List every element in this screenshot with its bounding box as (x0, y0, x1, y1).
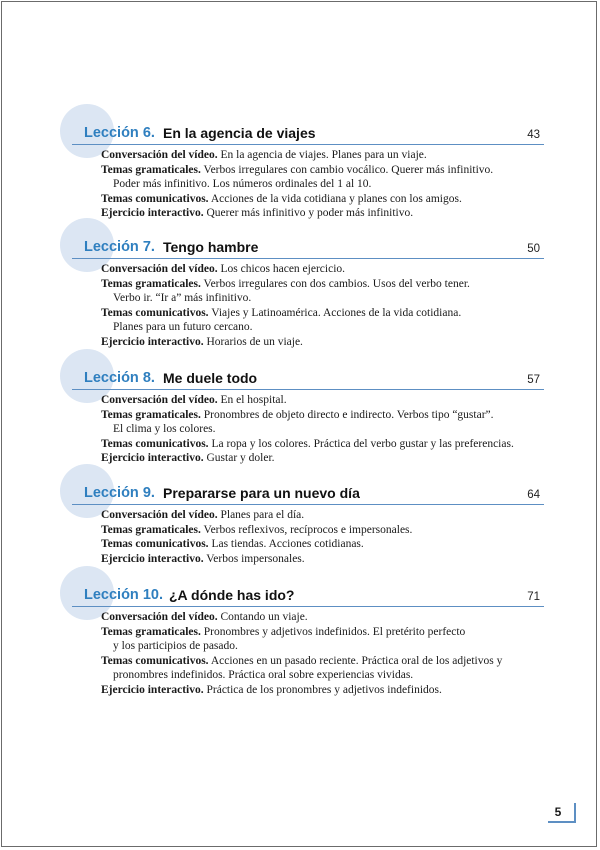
line-grammar: Temas gramaticales. Pronombres de objeto directo e indirecto. Verbos tipo “gustar”. (101, 408, 494, 421)
lesson-page: 50 (527, 243, 540, 255)
lesson-page: 64 (527, 489, 540, 501)
lesson-number: Lección 8. (84, 370, 155, 386)
line-video: Conversación del vídeo. Contando un viaje. (101, 611, 308, 623)
line-grammar: Temas gramaticales. Verbos irregulares con cambio vocálico. Querer más infinitivo. (101, 163, 494, 176)
lesson-page: 71 (527, 591, 540, 603)
line-grammar-cont: Poder más infinitivo. Los números ordinales del 1 al 10. (113, 178, 372, 190)
line-grammar: Temas gramaticales. Verbos irregulares con dos cambios. Usos del verbo tener. (101, 277, 470, 290)
lesson-title: En la agencia de viajes (163, 125, 316, 141)
line-communicative: Temas comunicativos. Las tiendas. Acciones cotidianas. (101, 538, 364, 550)
lesson-body (101, 508, 541, 566)
line-communicative: Temas comunicativos. Acciones de la vida cotidiana y planes con los amigos. (101, 192, 462, 205)
lesson-header[interactable] (72, 122, 544, 145)
line-communicative-cont: Planes para un futuro cercano. (113, 321, 253, 333)
line-video: Conversación del vídeo. En el hospital. (101, 394, 287, 406)
page-number: 5 (554, 805, 562, 819)
line-exercise: Ejercicio interactivo. Práctica de los pronombres y adjetivos indefinidos. (101, 683, 442, 696)
lesson-title: Prepararse para un nuevo día (163, 485, 360, 501)
line-communicative: Temas comunicativos. Viajes y Latinoamérica. Acciones de la vida cotidiana. (101, 306, 462, 319)
page-number-box (548, 803, 576, 823)
lesson-body (101, 393, 541, 466)
line-video: Conversación del vídeo. Planes para el día. (101, 509, 305, 521)
lesson-title: Tengo hambre (163, 239, 259, 255)
lesson-header[interactable] (72, 482, 544, 505)
line-communicative-cont: pronombres indefinidos. Práctica oral sobre experiencias vividas. (113, 669, 414, 681)
line-exercise: Ejercicio interactivo. Verbos impersonales. (101, 552, 305, 565)
lesson-header[interactable] (72, 236, 544, 259)
lesson-number: Lección 6. (84, 125, 155, 141)
line-video: Conversación del vídeo. En la agencia de viajes. Planes para un viaje. (101, 149, 427, 161)
line-communicative: Temas comunicativos. La ropa y los colores. Práctica del verbo gustar y las preferencias. (101, 437, 514, 450)
lesson-number: Lección 9. (84, 485, 155, 501)
lesson-title: ¿A dónde has ido? (169, 587, 295, 603)
line-exercise: Ejercicio interactivo. Horarios de un viaje. (101, 335, 303, 348)
lesson-number: Lección 7. (84, 239, 155, 255)
lesson-body (101, 148, 541, 221)
lesson-body (101, 610, 541, 697)
line-communicative: Temas comunicativos. Acciones en un pasado reciente. Práctica oral de los adjetivos y (101, 654, 503, 667)
line-grammar-cont: y los participios de pasado. (113, 640, 238, 652)
lesson-page: 43 (527, 129, 540, 141)
lesson-number: Lección 10. (84, 587, 163, 603)
lesson-body (101, 262, 541, 349)
line-exercise: Ejercicio interactivo. Querer más infinitivo y poder más infinitivo. (101, 207, 414, 219)
lesson-header[interactable] (72, 584, 544, 607)
lesson-header[interactable] (72, 367, 544, 390)
line-grammar: Temas gramaticales. Pronombres y adjetivos indefinidos. El pretérito perfecto (101, 625, 466, 638)
line-grammar: Temas gramaticales. Verbos reflexivos, recíprocos e impersonales. (101, 523, 413, 536)
lesson-page: 57 (527, 374, 540, 386)
lesson-title: Me duele todo (163, 370, 258, 386)
line-video: Conversación del vídeo. Los chicos hacen ejercicio. (101, 263, 346, 275)
line-grammar-cont: El clima y los colores. (113, 423, 216, 435)
line-grammar-cont: Verbo ir. “Ir a” más infinitivo. (113, 292, 252, 304)
line-exercise: Ejercicio interactivo. Gustar y doler. (101, 452, 275, 464)
